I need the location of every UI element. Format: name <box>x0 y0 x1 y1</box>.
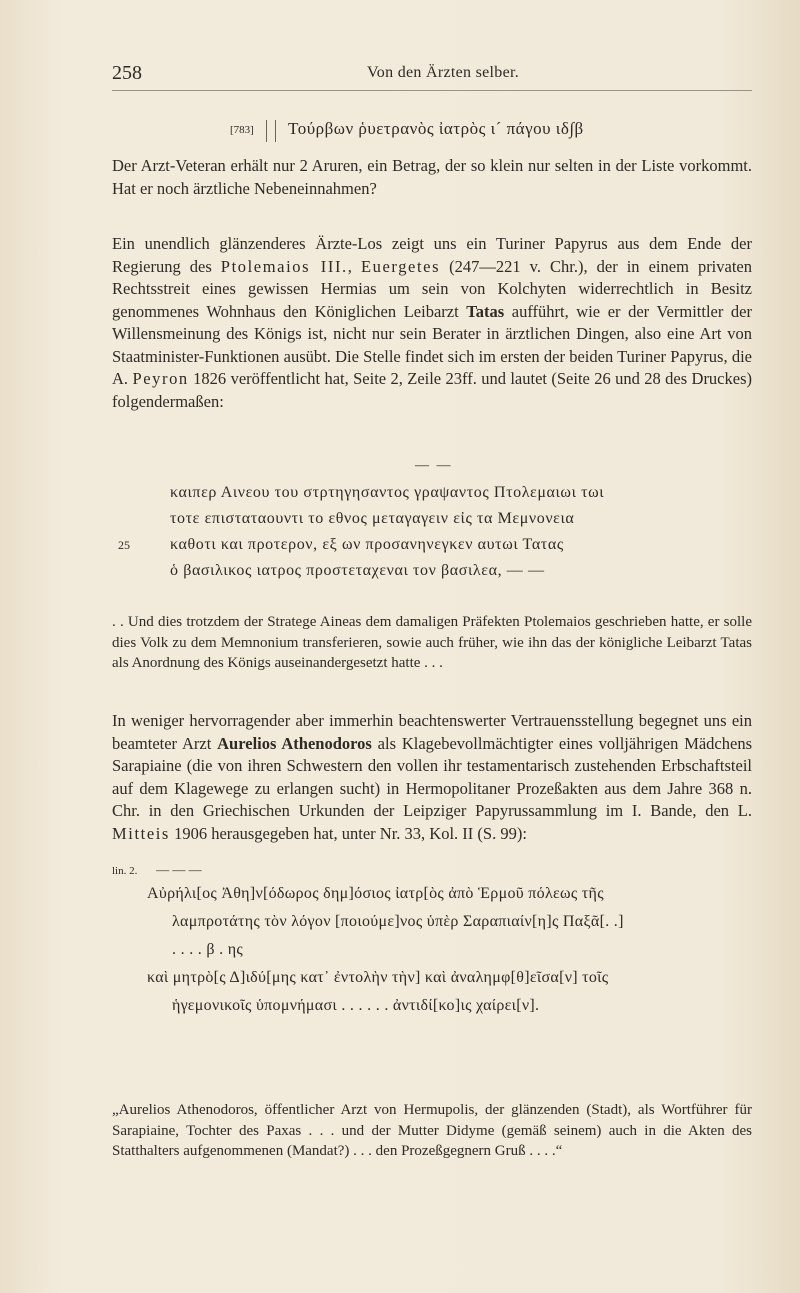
running-head: Von den Ärzten selber. <box>367 64 520 81</box>
paragraph-3-text-c: 1906 herausgegeben hat, unter Nr. 33, Kol. II (S. 99): <box>169 823 527 843</box>
greek-line: καιπερ Αινεου του στρτηγησαντος γραψαντος Πτολεμαιωι τωι <box>170 484 605 501</box>
papyrus-line: Αὐρήλι[ος Ἀθη]ν[όδωρος δημ]όσιος ἰατρ[ὸς ἀπὸ Ἑρμοῦ πόλεως τῆς <box>147 885 604 902</box>
papyrus-line: καὶ μητρὸ[ς Δ]ιδύ[μης κατ᾽ ἐντολὴν τὴν] καὶ ἀναλημφ[θ]εῖσα[ν] τοῖς <box>147 969 609 986</box>
paragraph-2-text-e: 1826 veröffentlicht hat, Seite 2, Zeile 23ff. und lautet (Seite 26 und 28 des Druckes) folgendermaßen: <box>112 369 752 411</box>
papyrus-line: ἡγεμονικοῖς ὑπομνήμασι . . . . . . ἀντιδί[κο]ις χαίρει[ν]. <box>172 997 540 1014</box>
name-tatas: Tatas <box>466 301 505 321</box>
paragraph-3-text-a: In weniger hervorragender aber immerhin beachtenswerter Vertrauensstellung begegnet uns ein beamteter Arzt <box>112 711 752 753</box>
citation-text: Τούρβων ῥυετρανὸς ἰατρὸς ι´ πάγου ιδ∫β <box>288 119 584 138</box>
paragraph-3 <box>112 710 752 845</box>
section-divider: — — <box>415 458 453 473</box>
paragraph-2 <box>112 233 752 413</box>
paragraph-2-text-a: Ein unendlich glänzenderes Ärzte-Los zeigt uns ein Turiner Papyrus aus dem Ende der Regierung des <box>112 234 752 276</box>
paragraph-2-text-d: aufführt, wie er der Vermittler der Willensmeinung des Königs ist, nicht nur sein Berater in ärztlichen Dingen, also eine Art von Staatminister-Funktionen ausübt. Die Stelle findet sich im ersten der beiden Turiner Papyrus, die A. <box>112 301 752 388</box>
greek-line: τοτε επισταταουντι το εθνος μεταγαγειν εἰς τα Μεμνονεια <box>170 510 575 527</box>
greek-line: καθοτι και προτερον, εξ ων προσανηνεγκεν αυτωι Τατας <box>170 536 564 553</box>
name-aurelios-athenodoros: Aurelios Athenodoros <box>217 733 372 753</box>
name-peyron: Peyron <box>132 369 189 388</box>
paragraph-1: Der Arzt-Veteran erhält nur 2 Aruren, ein Betrag, der so klein nur selten in der Liste vorkommt. Hat er noch ärztliche Nebeneinnahmen? <box>112 156 752 198</box>
page-number: 258 <box>112 62 142 84</box>
line-number: 25 <box>118 538 130 552</box>
papyrus-line: λαμπροτάτης τὸν λόγον [ποιούμε]νος ὑπὲρ Σαραπιαίν[η]ς Παξᾶ[. .] <box>172 913 624 930</box>
greek-passage <box>112 480 752 600</box>
name-mitteis: Mitteis <box>112 823 170 843</box>
citation-entry <box>230 118 730 144</box>
greek-line: ὁ βασιλικος ιατρος προστεταχεναι τον βασιλεα, — — <box>170 562 545 579</box>
papyrus-passage <box>112 885 762 1045</box>
paragraph-3-text-b: als Klagebevollmächtigter eines volljährigen Mädchens Sarapiaine (die von ihren Schwestern den vollen ihr testamentarisch zustehenden Erbschaftsteil auf dem Klagewege zu erlangen sucht) in Hermopolitaner Prozeßakten aus dem Jahre 368 n. Chr. in den Griechischen Urkunden der Leipziger Papyrussammlung im I. Bande, den L. <box>112 733 753 820</box>
translation-2: „Aurelios Athenodoros, öffentlicher Arzt von Hermupolis, der glänzenden (Stadt), als Wortführer für Sarapiaine, Tochter des Paxas . . . und der Mutter Didyme (gemäß seinem) auch in die Akten des Statthalters aufgenommenen (Mandat?) . . . den Prozeßgegnern Gruß . . . .“ <box>112 1102 752 1159</box>
papyrus-line-label <box>112 862 202 878</box>
header-rule <box>112 90 752 91</box>
name-euergetes: Euergetes <box>360 256 441 276</box>
paragraph-2-text-b: , <box>347 256 361 276</box>
citation-divider <box>266 120 276 142</box>
citation-number: [783] <box>230 124 254 136</box>
lin-label-text: lin. 2. <box>112 865 138 877</box>
papyrus-line: . . . . β . ης <box>172 941 244 958</box>
name-ptolemaios: Ptolemaios III. <box>220 256 348 276</box>
page-header <box>112 62 752 88</box>
paragraph-2-text-c: (247—221 v. Chr.), der in einem privaten Rechtsstreit eines gewissen Hermias um sein von Kolchyten widerrechtlich in Besitz genommenes Wohnhaus den Königlichen Leibarzt <box>112 256 752 321</box>
lin-dashes: — — — <box>156 862 202 877</box>
translation-1: . . Und dies trotzdem der Stratege Aineas dem damaligen Präfekten Ptolemaios geschrieben hatte, er solle dies Volk zu dem Memnonium transferieren, sowie auch früher, wie ihn das der königliche Leibarzt Tatas als Anordnung des Königs auseinandergesetzt hatte . . . <box>112 614 752 671</box>
